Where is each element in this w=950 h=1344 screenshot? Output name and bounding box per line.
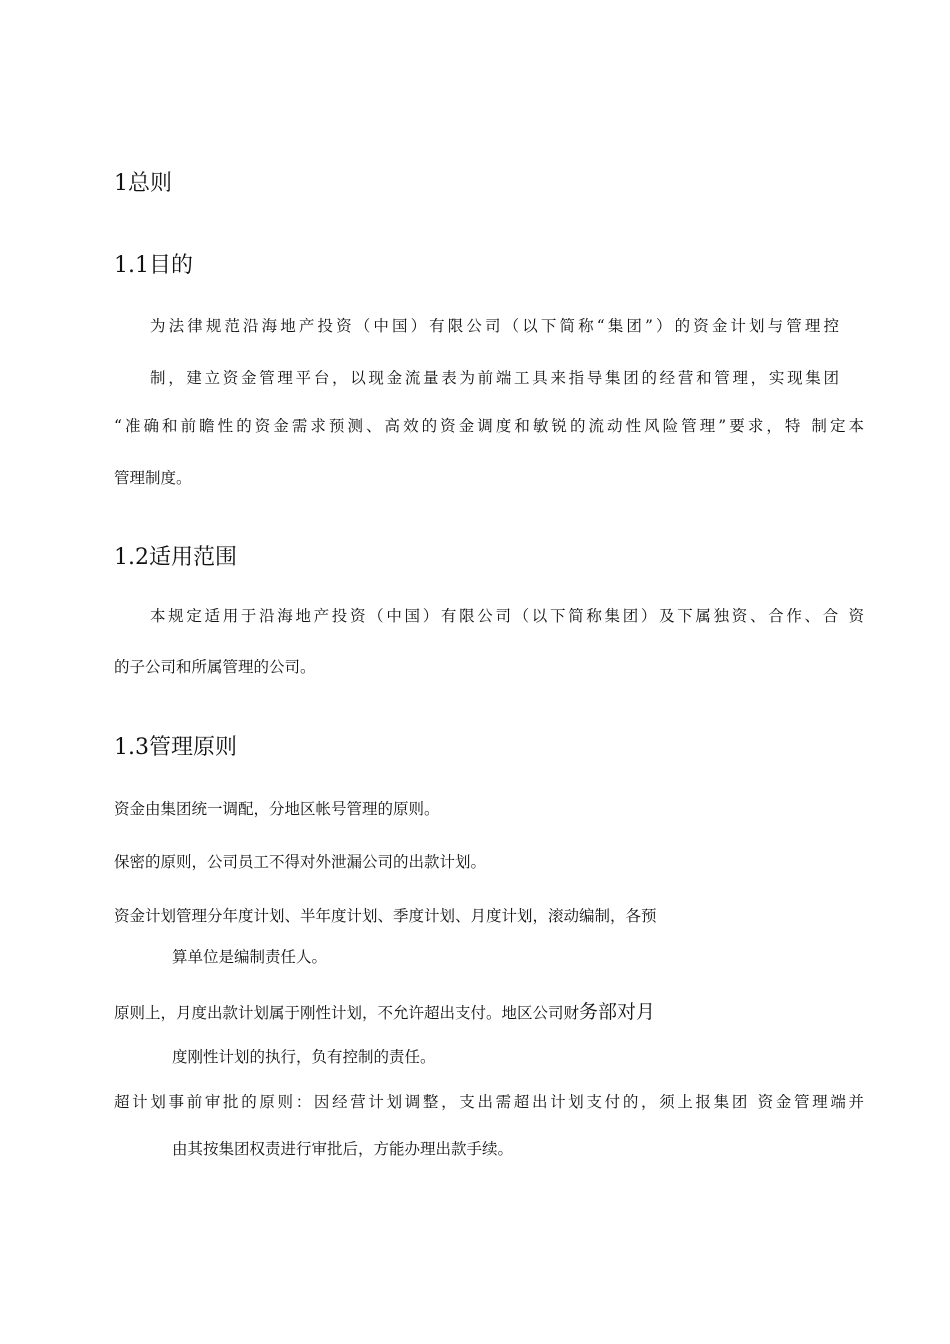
heading-principles: 1.3管理原则	[114, 735, 237, 760]
purpose-line-4: 管理制度。	[114, 469, 192, 487]
principle-4-line-1	[114, 997, 655, 1024]
principle-3-line-2: 算单位是编制责任人。	[172, 948, 328, 966]
purpose-line-3: “准确和前瞻性的资金需求预测、高效的资金调度和敏锐的流动性风险管理”要求，特 制定本	[114, 417, 864, 435]
heading-purpose: 1.1目的	[114, 253, 193, 278]
principle-5-line-2: 由其按集团权责进行审批后，方能办理出款手续。	[172, 1140, 514, 1158]
principle-4-line-2: 度刚性计划的执行，负有控制的责任。	[172, 1048, 436, 1066]
principle-3-line-1: 资金计划管理分年度计划、半年度计划、季度计划、月度计划，滚动编制，各预	[114, 907, 657, 925]
scope-line-1: 本规定适用于沿海地产投资（中国）有限公司（以下简称集团）及下属独资、合作、合 资	[150, 607, 864, 625]
heading-scope: 1.2适用范围	[114, 545, 237, 570]
purpose-line-2: 制，建立资金管理平台，以现金流量表为前端工具来指导集团的经营和管理，实现集团	[150, 369, 839, 387]
principle-2: 保密的原则，公司员工不得对外泄漏公司的出款计划。	[114, 853, 487, 871]
principle-4-line-1-large: 务部对月	[579, 1001, 656, 1023]
principle-1: 资金由集团统一调配，分地区帐号管理的原则。	[114, 800, 440, 818]
principle-4-line-1-main: 原则上，月度出款计划属于刚性计划，不允许超出支付。地区公司财	[114, 1004, 580, 1022]
purpose-line-1: 为法律规范沿海地产投资（中国）有限公司（以下简称“集团”）的资金计划与管理控	[150, 317, 839, 335]
heading-general: 1总则	[114, 171, 172, 196]
principle-5-line-1: 超计划事前审批的原则：因经营计划调整，支出需超出计划支付的，须上报集团 资金管理端并	[114, 1093, 864, 1111]
scope-line-2: 的子公司和所属管理的公司。	[114, 658, 316, 676]
